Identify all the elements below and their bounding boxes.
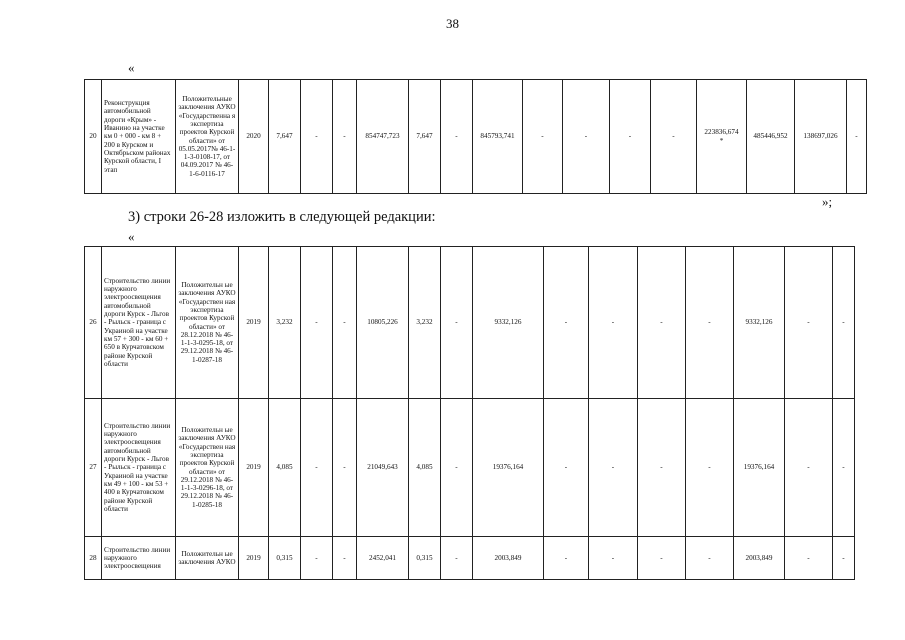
year-cell: 2020 [239,80,269,194]
table-row [85,247,855,399]
object-name: Строительство линии наружного электроосвещения автомобильной дороги Курск - Льгов - Рыльск - граница с Украиной на участке км 49 + 100 - км 53 + 400 в Курчатовском районе Курской области [102,399,176,537]
estimated-cost: 10805,226 [357,247,409,399]
total-sum: 9332,126 [473,247,544,399]
total-sum: 845793,741 [473,80,523,194]
empty-cell: - [638,399,686,537]
row-number: 28 [85,537,102,580]
empty-cell: - [333,247,357,399]
length-km: 4,085 [269,399,301,537]
row-number: 27 [85,399,102,537]
expertise-conclusion: Положительн ые заключения АУКО «Государствен ная экспертиза проектов Курской области» от 29.12.2018 № 46-1-1-3-0296-18, от 29.12.2018 № 46-1-0285-18 [176,399,239,537]
empty-cell: - [847,80,867,194]
object-name: Строительство линии наружного электроосвещения [102,537,176,580]
empty-cell: - [333,80,357,194]
table-row-20 [84,79,867,194]
empty-cell: - [544,399,589,537]
value-1: 223836,674 [704,128,739,137]
section-heading: 3) строки 26-28 изложить в следующей редакции: [128,209,436,225]
empty-cell: - [638,247,686,399]
empty-cell: - [785,399,833,537]
empty-cell: - [441,537,473,580]
empty-cell: - [333,399,357,537]
empty-cell: - [686,247,734,399]
empty-cell: - [833,399,855,537]
empty-cell: - [589,537,638,580]
object-name: Реконструкция автомобильной дороги «Крым» - Иванино на участке км 0 + 000 - км 8 + 200 в Курском и Октябрьском районах Курской области, I этап [102,80,176,194]
empty-cell: - [833,537,855,580]
empty-cell: - [441,399,473,537]
empty-cell: - [638,537,686,580]
table-row [85,537,855,580]
empty-cell: - [610,80,651,194]
empty-cell: - [544,247,589,399]
empty-cell: - [301,537,333,580]
empty-cell: - [563,80,610,194]
empty-cell: - [686,537,734,580]
empty-cell: - [523,80,563,194]
table-row [85,399,855,537]
total-sum: 2003,849 [473,537,544,580]
close-quote: »; [822,194,833,209]
row-number: 20 [85,80,102,194]
total-sum: 19376,164 [473,399,544,537]
estimated-cost: 2452,041 [357,537,409,580]
empty-cell: - [333,537,357,580]
empty-cell: - [589,399,638,537]
length-km-2: 0,315 [409,537,441,580]
year-cell: 2019 [239,247,269,399]
length-km: 0,315 [269,537,301,580]
table-row [85,80,867,194]
expertise-conclusion: Положительные заключения АУКО «Государственна я экспертиза проектов Курской области» от 05.05.2017№ 46-1-1-3-0108-17, от 04.09.2017 № 46-1-6-0116-17 [176,80,239,194]
length-km-2: 7,647 [409,80,441,194]
estimated-cost: 854747,723 [357,80,409,194]
empty-cell: - [686,399,734,537]
length-km: 7,647 [269,80,301,194]
open-quote-2: « [128,229,135,244]
row-number: 26 [85,247,102,399]
empty-cell: - [785,537,833,580]
empty-cell: - [441,80,473,194]
empty-cell: - [544,537,589,580]
replacement-table [84,246,855,580]
value-1-asterisk: * [719,136,724,145]
expertise-conclusion: Положительн ые заключения АУКО «Государствен ная экспертиза проектов Курской области» от 28.12.2018 № 46-1-1-3-0295-18, от 29.12.2018 № 46-1-0287-18 [176,247,239,399]
estimated-cost: 21049,643 [357,399,409,537]
value-cell: 19376,164 [734,399,785,537]
empty-cell: - [651,80,697,194]
length-km-2: 4,085 [409,399,441,537]
value-cell: 9332,126 [734,247,785,399]
empty-cell: - [301,80,333,194]
value-cell-1 [697,80,747,194]
expertise-conclusion: Положительн ые заключения АУКО [176,537,239,580]
empty-cell: - [785,247,833,399]
length-km-2: 3,232 [409,247,441,399]
value-cell-3: 138697,026 [795,80,847,194]
page-number: 38 [446,16,459,31]
empty-cell: - [301,399,333,537]
year-cell: 2019 [239,537,269,580]
value-cell-2: 485446,952 [747,80,795,194]
length-km: 3,232 [269,247,301,399]
object-name: Строительство линии наружного электроосвещения автомобильной дороги Курск - Льгов - Рыльск - граница с Украиной на участке км 57 + 300 - км 60 + 650 в Курчатовском районе Курской области [102,247,176,399]
year-cell: 2019 [239,399,269,537]
value-cell: 2003,849 [734,537,785,580]
empty-cell: - [589,247,638,399]
open-quote-1: « [128,60,135,75]
empty-cell: - [833,247,855,399]
empty-cell: - [301,247,333,399]
empty-cell: - [441,247,473,399]
